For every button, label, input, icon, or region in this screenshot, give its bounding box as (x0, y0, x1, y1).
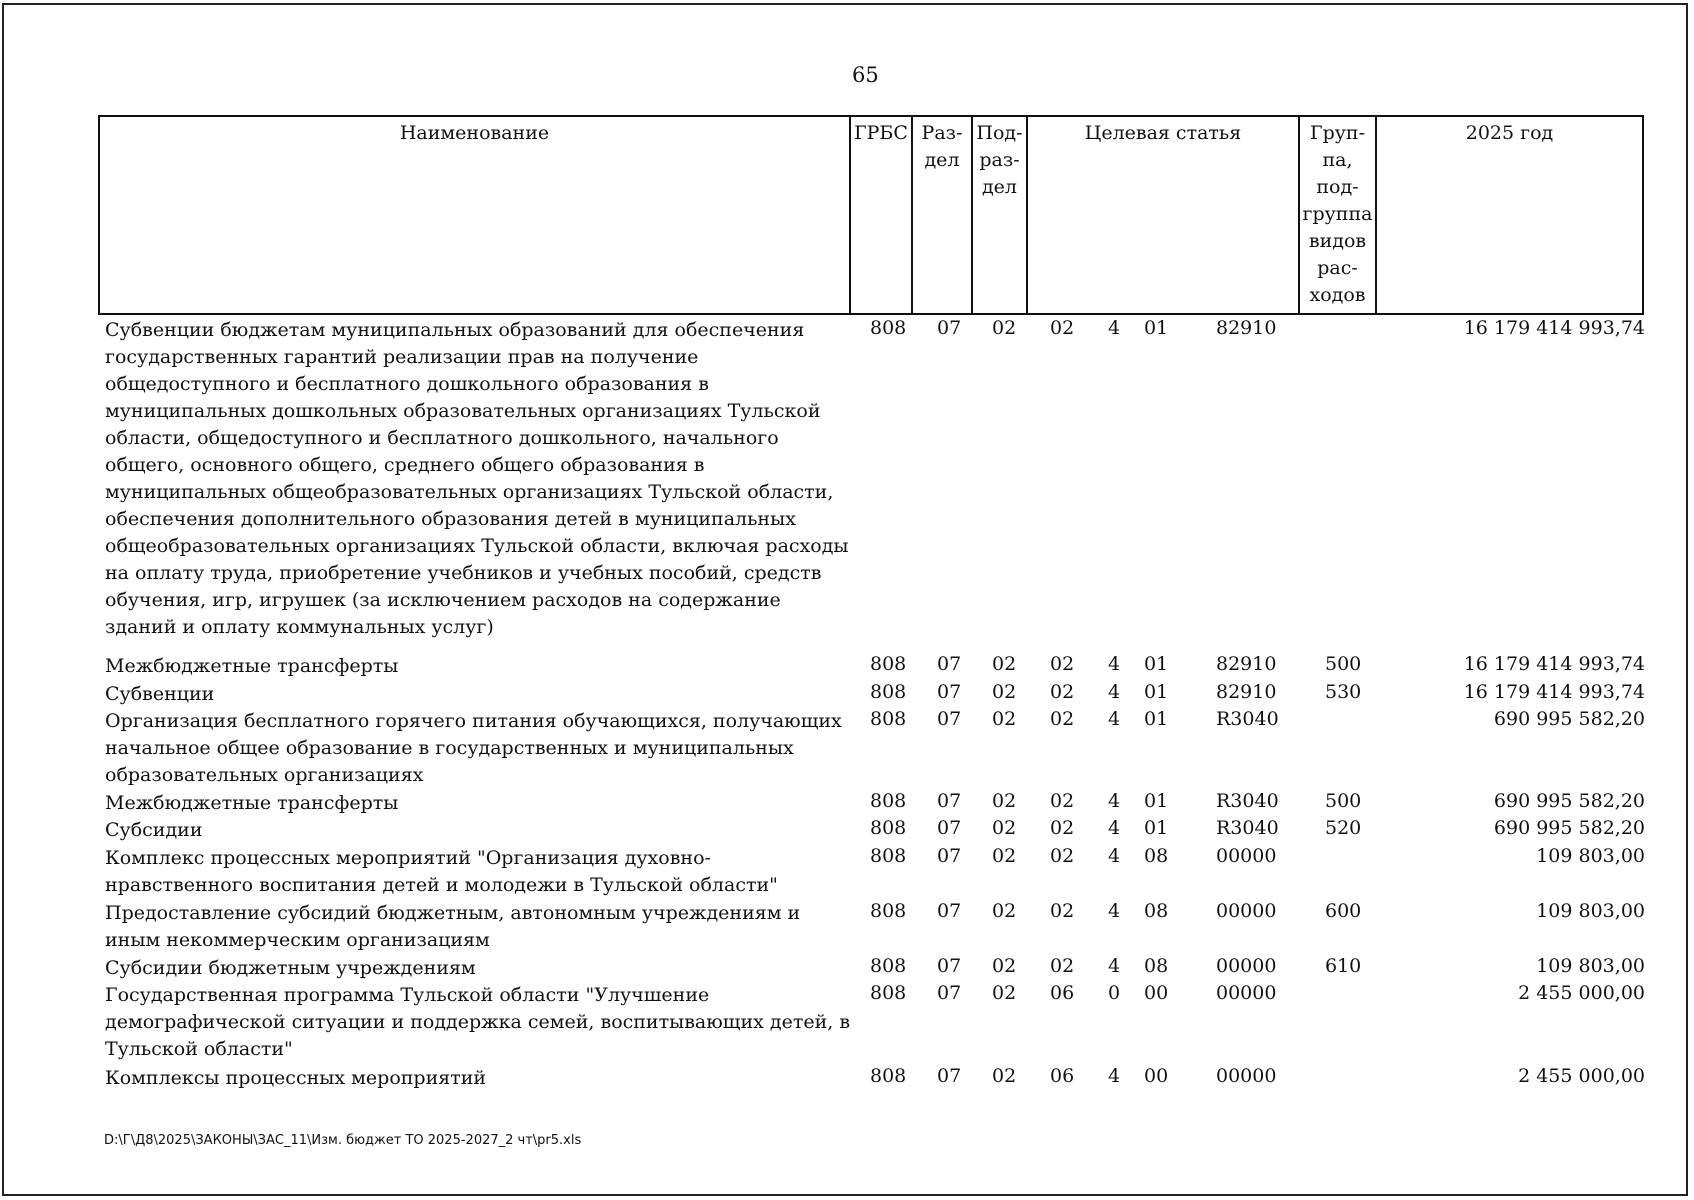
row-amount: 109 803,00 (1536, 900, 1645, 922)
row-rz: 07 (937, 317, 962, 339)
row-prz: 02 (992, 708, 1017, 730)
row-t3: 01 (1144, 653, 1169, 675)
document-page (2, 3, 1688, 1196)
row-grbs: 808 (870, 1065, 907, 1087)
row-t2: 4 (1108, 708, 1121, 730)
row-t2: 4 (1108, 817, 1121, 839)
page-number: 65 (852, 63, 879, 87)
row-amount: 690 995 582,20 (1493, 817, 1645, 839)
row-t3: 00 (1144, 1065, 1169, 1087)
row-grbs: 808 (870, 681, 907, 703)
row-name: Организация бесплатного горячего питания обучающихся, получающих начальное общее образование в государственных и муниципальных образовательных организациях (105, 710, 842, 786)
row-amount: 690 995 582,20 (1493, 708, 1645, 730)
row-rz: 07 (937, 817, 962, 839)
row-prz: 02 (992, 955, 1017, 977)
header-target-cell (1028, 115, 1300, 315)
row-prz: 02 (992, 900, 1017, 922)
row-rz: 07 (937, 681, 962, 703)
header-grbs-cell (851, 115, 913, 315)
row-name: Межбюджетные трансферты (105, 655, 399, 677)
row-amount: 16 179 414 993,74 (1463, 653, 1645, 675)
row-t2: 4 (1108, 653, 1121, 675)
header-group-line4: видов (1308, 230, 1367, 252)
header-podrazdel (973, 117, 1026, 201)
row-t1: 02 (1050, 845, 1075, 867)
row-t4: 82910 (1216, 317, 1277, 339)
row-rz: 07 (937, 900, 962, 922)
header-name: Наименование (399, 122, 550, 144)
footer-file-path: D:\Г\Д8\2025\ЗАКОНЫ\ЗАС_11\Изм. бюджет ТО 2025-2027_2 чт\pr5.xls (104, 1133, 582, 1148)
row-t1: 06 (1050, 982, 1075, 1004)
row-t1: 02 (1050, 708, 1075, 730)
row-prz: 02 (992, 845, 1017, 867)
row-prz: 02 (992, 653, 1017, 675)
row-t4: 00000 (1216, 955, 1277, 977)
row-name: Государственная программа Тульской области "Улучшение демографической ситуации и поддержка семей, воспитывающих детей, в Тульской области" (105, 984, 851, 1060)
header-grbs: ГРБС (854, 122, 908, 144)
row-grbs: 808 (870, 790, 907, 812)
row-t1: 02 (1050, 653, 1075, 675)
row-vr: 500 (1325, 653, 1362, 675)
row-name: Субвенции бюджетам муниципальных образований для обеспечения государственных гарантий реализации прав на получение общедоступного и бесплатного дошкольного образования в муниципальных дошкольных образовательных организациях Тульской области, общедоступного и бесплатного дошкольного, начального общего, основного общего, среднего общего образования в муниципальных общеобразовательных организациях Тульской области, обеспечения дополнительного образования детей в муниципальных общеобразовательных организациях Тульской области, включая расходы на оплату труда, приобретение учебников и учебных пособий, средств обучения, игр, игрушек (за исключением расходов на содержание зданий и оплату коммунальных услуг) (105, 319, 849, 638)
row-t4: R3040 (1216, 790, 1279, 812)
row-t4: R3040 (1216, 817, 1279, 839)
row-t1: 02 (1050, 317, 1075, 339)
row-amount: 16 179 414 993,74 (1463, 681, 1645, 703)
row-grbs: 808 (870, 982, 907, 1004)
row-grbs: 808 (870, 900, 907, 922)
row-vr: 520 (1325, 817, 1362, 839)
row-name: Субвенции (105, 683, 215, 705)
row-t2: 4 (1108, 955, 1121, 977)
header-group (1300, 117, 1375, 309)
row-t3: 08 (1144, 845, 1169, 867)
row-t2: 4 (1108, 845, 1121, 867)
row-grbs: 808 (870, 817, 907, 839)
row-t1: 02 (1050, 900, 1075, 922)
row-grbs: 808 (870, 653, 907, 675)
row-t3: 08 (1144, 900, 1169, 922)
row-t4: 82910 (1216, 653, 1277, 675)
row-amount: 690 995 582,20 (1493, 790, 1645, 812)
row-name: Комплекс процессных мероприятий "Организация духовно-нравственного воспитания детей и молодежи в Тульской области" (105, 847, 778, 896)
row-prz: 02 (992, 817, 1017, 839)
header-razdel-line1: Раз- (921, 122, 963, 144)
row-rz: 07 (937, 1065, 962, 1087)
header-year: 2025 год (1465, 122, 1554, 144)
row-t3: 01 (1144, 317, 1169, 339)
header-group-line3: группа (1302, 203, 1373, 225)
header-group-line2: па, под- (1316, 149, 1359, 198)
row-t2: 4 (1108, 1065, 1121, 1087)
row-t4: 00000 (1216, 845, 1277, 867)
row-name: Предоставление субсидий бюджетным, автономным учреждениям и иным некоммерческим организациям (105, 902, 801, 951)
row-vr: 610 (1325, 955, 1362, 977)
row-t4: 82910 (1216, 681, 1277, 703)
row-t4: 00000 (1216, 1065, 1277, 1087)
row-amount: 109 803,00 (1536, 845, 1645, 867)
row-t1: 02 (1050, 681, 1075, 703)
row-vr: 600 (1325, 900, 1362, 922)
row-name: Субсидии бюджетным учреждениям (105, 957, 476, 979)
row-name: Комплексы процессных мероприятий (105, 1067, 487, 1089)
row-t4: 00000 (1216, 982, 1277, 1004)
row-amount: 2 455 000,00 (1518, 1065, 1645, 1087)
row-t3: 01 (1144, 790, 1169, 812)
row-t4: 00000 (1216, 900, 1277, 922)
row-t2: 4 (1108, 681, 1121, 703)
row-t1: 02 (1050, 817, 1075, 839)
row-prz: 02 (992, 681, 1017, 703)
header-razdel (913, 117, 971, 174)
row-t3: 01 (1144, 708, 1169, 730)
row-t2: 4 (1108, 790, 1121, 812)
header-razdel-cell (913, 115, 973, 315)
row-grbs: 808 (870, 845, 907, 867)
row-amount: 109 803,00 (1536, 955, 1645, 977)
row-prz: 02 (992, 790, 1017, 812)
row-t4: R3040 (1216, 708, 1279, 730)
header-name-cell (98, 115, 851, 315)
row-t1: 06 (1050, 1065, 1075, 1087)
row-rz: 07 (937, 708, 962, 730)
row-t1: 02 (1050, 790, 1075, 812)
header-podrazdel-line2: раз- (979, 149, 1020, 171)
header-group-line1: Груп- (1309, 122, 1365, 144)
row-vr: 500 (1325, 790, 1362, 812)
row-rz: 07 (937, 790, 962, 812)
row-name: Межбюджетные трансферты (105, 792, 399, 814)
row-t2: 0 (1108, 982, 1121, 1004)
row-prz: 02 (992, 317, 1017, 339)
header-podrazdel-line3: дел (981, 176, 1017, 198)
header-podrazdel-line1: Под- (976, 122, 1023, 144)
row-grbs: 808 (870, 317, 907, 339)
row-rz: 07 (937, 653, 962, 675)
row-t2: 4 (1108, 900, 1121, 922)
header-year-cell (1377, 115, 1644, 315)
header-group-cell (1300, 115, 1377, 315)
header-group-line5: рас- (1317, 257, 1358, 279)
header-razdel-line2: дел (924, 149, 960, 171)
row-t2: 4 (1108, 317, 1121, 339)
row-rz: 07 (937, 955, 962, 977)
row-prz: 02 (992, 1065, 1017, 1087)
row-rz: 07 (937, 982, 962, 1004)
row-grbs: 808 (870, 708, 907, 730)
row-prz: 02 (992, 982, 1017, 1004)
row-grbs: 808 (870, 955, 907, 977)
header-target: Целевая статья (1084, 122, 1242, 144)
row-vr: 530 (1325, 681, 1362, 703)
row-t3: 08 (1144, 955, 1169, 977)
header-podrazdel-cell (973, 115, 1028, 315)
row-t1: 02 (1050, 955, 1075, 977)
row-amount: 16 179 414 993,74 (1463, 317, 1645, 339)
row-t3: 01 (1144, 681, 1169, 703)
row-t3: 01 (1144, 817, 1169, 839)
row-rz: 07 (937, 845, 962, 867)
header-group-line6: ходов (1309, 284, 1366, 306)
row-amount: 2 455 000,00 (1518, 982, 1645, 1004)
row-t3: 00 (1144, 982, 1169, 1004)
row-name: Субсидии (105, 819, 203, 841)
